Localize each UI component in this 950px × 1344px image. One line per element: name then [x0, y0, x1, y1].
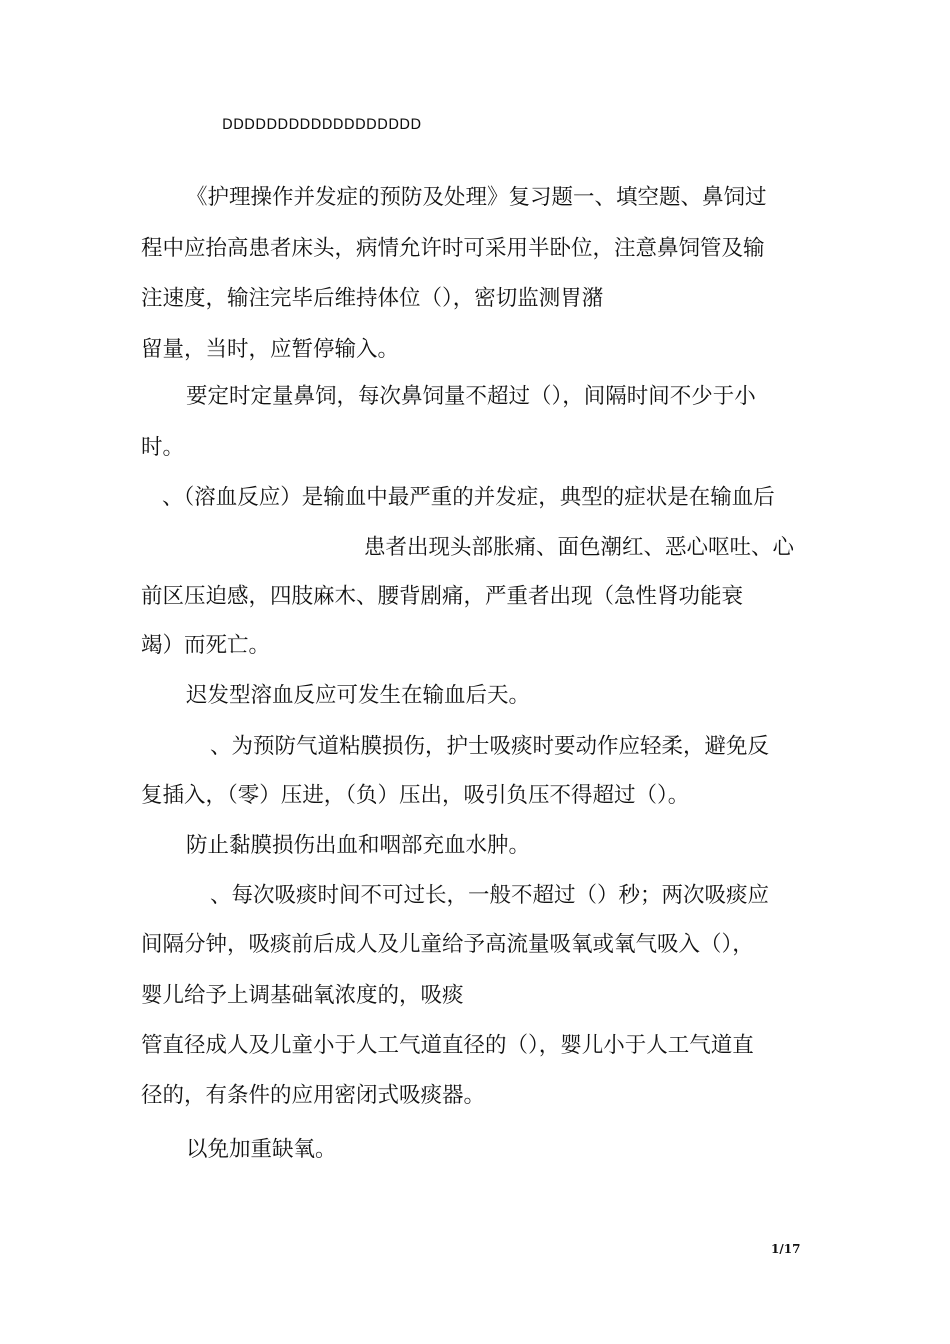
text-line: 管直径成人及儿童小于人工气道直径的（），婴儿小于人工气道直	[141, 1033, 754, 1058]
text-line: 、每次吸痰时间不可过长，一般不超过（）秒；两次吸痰应	[210, 883, 770, 908]
text-line: 要定时定量鼻饲，每次鼻饲量不超过（），间隔时间不少于小	[186, 384, 756, 409]
header-code: DDDDDDDDDDDDDDDDDD	[222, 117, 422, 133]
page-number: 1/17	[771, 1242, 801, 1256]
text-line: 程中应抬高患者床头，病情允许时可采用半卧位，注意鼻饲管及输	[141, 236, 765, 261]
text-line: 间隔分钟，吸痰前后成人及儿童给予高流量吸氧或氧气吸入（），	[141, 932, 754, 957]
text-line: 竭）而死亡。	[141, 633, 271, 658]
text-line: 患者出现头部胀痛、面色潮红、恶心呕吐、心	[364, 535, 795, 560]
text-line: 留量，当时，应暂停输入。	[141, 337, 400, 362]
text-line: 时。	[141, 435, 185, 460]
text-line: 前区压迫感，四肢麻木、腰背剧痛，严重者出现（急性肾功能衰	[141, 584, 744, 609]
text-line: 、（溶血反应）是输血中最严重的并发症，典型的症状是在输血后	[162, 485, 775, 510]
text-line: 《护理操作并发症的预防及处理》复习题一、填空题、鼻饲过	[186, 185, 767, 210]
text-line: 防止黏膜损伤出血和咽部充血水肿。	[186, 833, 531, 858]
text-line: 、为预防气道粘膜损伤，护士吸痰时要动作应轻柔，避免反	[210, 734, 770, 759]
text-line: 迟发型溶血反应可发生在输血后天。	[186, 683, 531, 708]
text-line: 以免加重缺氧。	[186, 1137, 337, 1162]
text-line: 注速度，输注完毕后维持体位（），密切监测胃潴	[141, 286, 604, 311]
text-line: 径的，有条件的应用密闭式吸痰器。	[141, 1083, 486, 1108]
text-line: 婴儿给予上调基础氧浓度的，吸痰	[141, 983, 464, 1008]
text-line: 复插入，（零）压进，（负）压出，吸引负压不得超过（）。	[141, 783, 690, 808]
